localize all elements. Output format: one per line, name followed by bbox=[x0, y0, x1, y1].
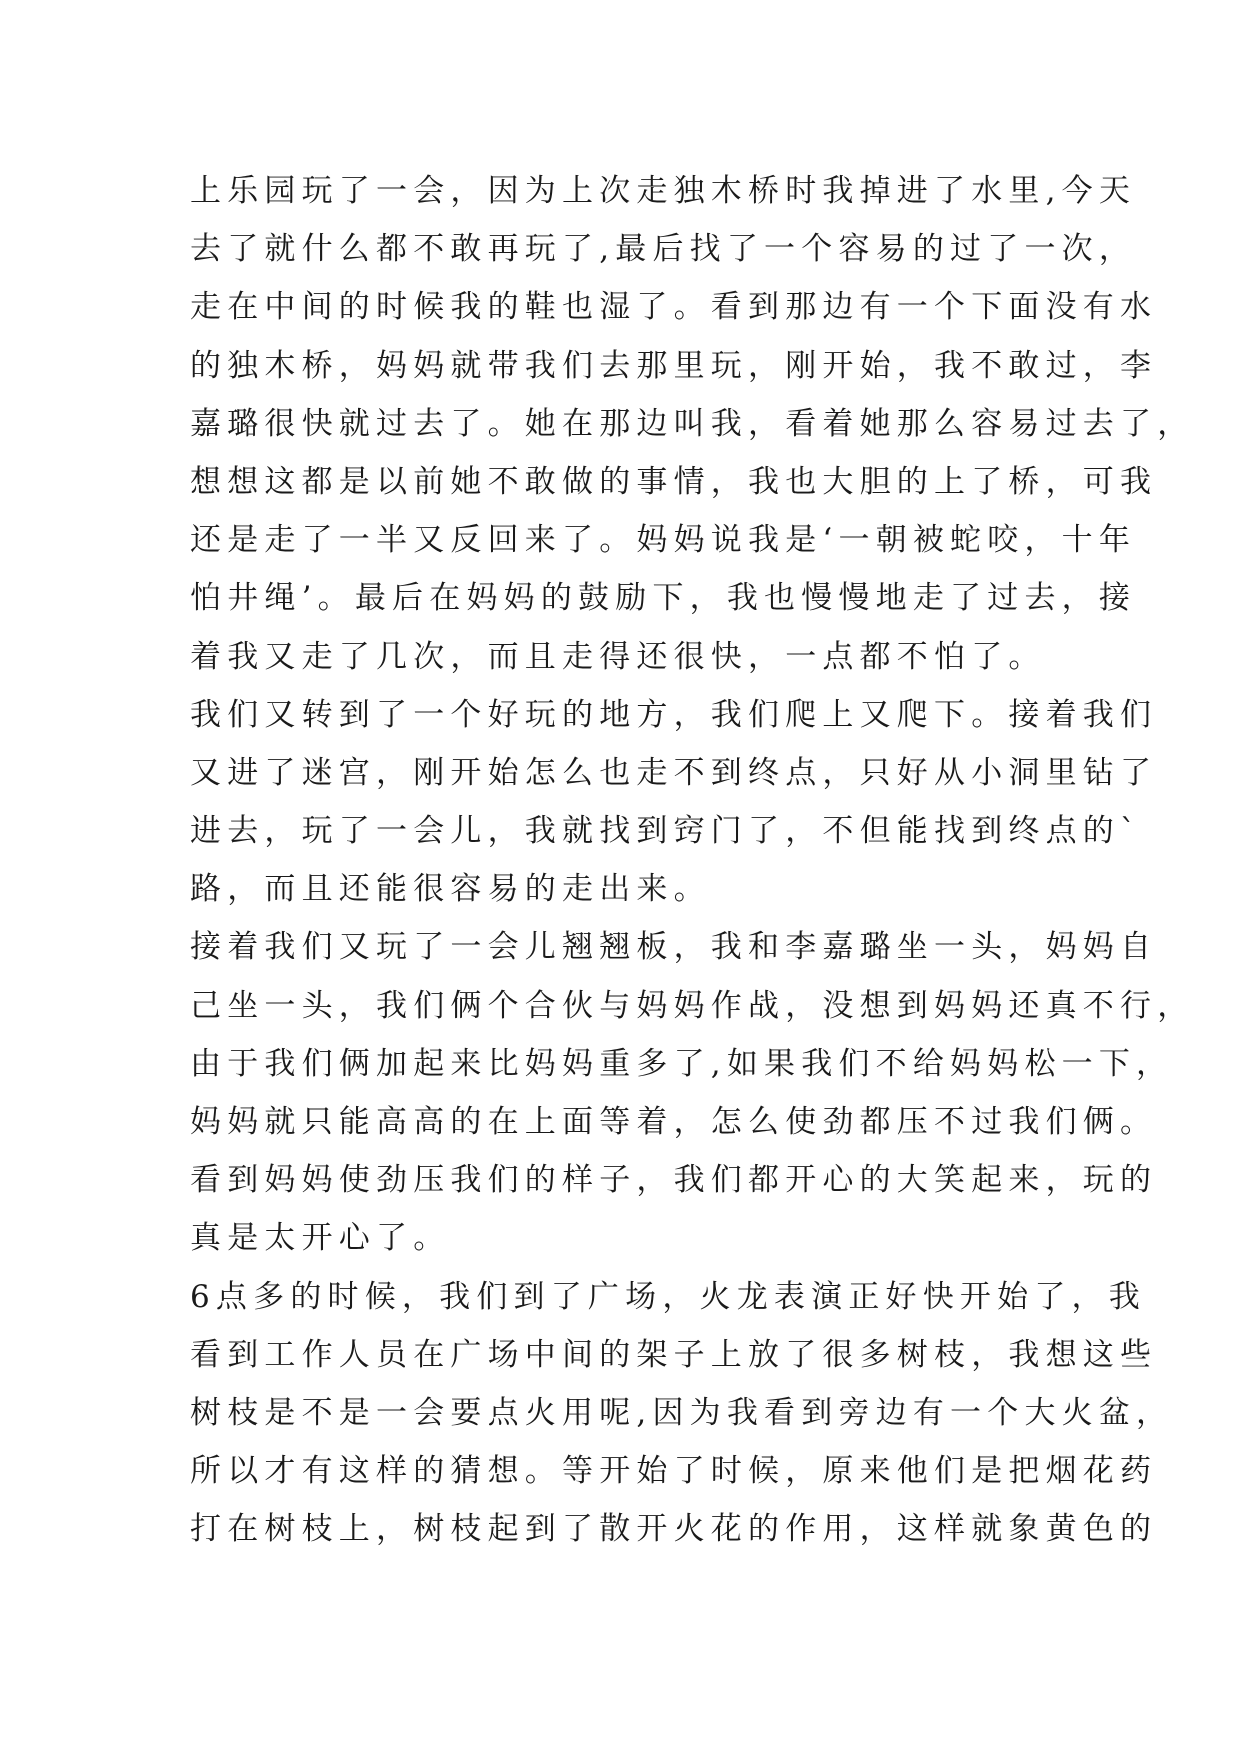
body-text bbox=[190, 162, 1195, 1559]
text-line: 接着我们又玩了一会儿翘翘板，我和李嘉璐坐一头，妈妈自 bbox=[190, 929, 1158, 966]
text-line: 由于我们俩加起来比妈妈重多了,如果我们不给妈妈松一下， bbox=[190, 1045, 1174, 1082]
text-line: 进去，玩了一会儿，我就找到窍门了，不但能找到终点的` bbox=[190, 813, 1142, 850]
text-line: 的独木桥，妈妈就带我们去那里玩，刚开始，我不敢过，李 bbox=[190, 347, 1158, 384]
text-line: 打在树枝上，树枝起到了散开火花的作用，这样就象黄色的 bbox=[190, 1511, 1158, 1548]
text-line: 还是走了一半又反回来了。妈妈说我是‘一朝被蛇咬，十年 bbox=[190, 522, 1137, 559]
text-line: 又进了迷宫，刚开始怎么也走不到终点，只好从小洞里钻了 bbox=[190, 754, 1158, 791]
text-line: 妈妈就只能高高的在上面等着，怎么使劲都压不过我们俩。 bbox=[190, 1104, 1158, 1140]
text-line: 怕井绳’。最后在妈妈的鼓励下，我也慢慢地走了过去，接 bbox=[190, 580, 1137, 617]
text-line: 嘉璐很快就过去了。她在那边叫我，看着她那么容易过去了， bbox=[190, 405, 1195, 442]
text-line: 看到工作人员在广场中间的架子上放了很多树枝，我想这些 bbox=[190, 1336, 1158, 1373]
text-line: 看到妈妈使劲压我们的样子，我们都开心的大笑起来，玩的 bbox=[190, 1162, 1158, 1199]
text-line: 真是太开心了。 bbox=[190, 1220, 451, 1257]
text-line: 路，而且还能很容易的走出来。 bbox=[190, 871, 711, 908]
text-line: 去了就什么都不敢再玩了,最后找了一个容易的过了一次， bbox=[190, 231, 1137, 268]
text-line: 6点多的时候，我们到了广场，火龙表演正好快开始了，我 bbox=[190, 1278, 1146, 1315]
text-line: 树枝是不是一会要点火用呢,因为我看到旁边有一个大火盆， bbox=[190, 1394, 1174, 1431]
text-line: 己坐一头，我们俩个合伙与妈妈作战，没想到妈妈还真不行， bbox=[190, 987, 1195, 1024]
text-line: 所以才有这样的猜想。等开始了时候，原来他们是把烟花药 bbox=[190, 1453, 1158, 1490]
text-line: 上乐园玩了一会，因为上次走独木桥时我掉进了水里,今天 bbox=[190, 173, 1137, 209]
text-line: 我们又转到了一个好玩的地方，我们爬上又爬下。接着我们 bbox=[190, 696, 1158, 733]
text-line: 走在中间的时候我的鞋也湿了。看到那边有一个下面没有水 bbox=[190, 289, 1158, 326]
text-line: 着我又走了几次，而且走得还很快，一点都不怕了。 bbox=[190, 638, 1046, 675]
text-line: 想想这都是以前她不敢做的事情，我也大胆的上了桥，可我 bbox=[190, 463, 1158, 500]
